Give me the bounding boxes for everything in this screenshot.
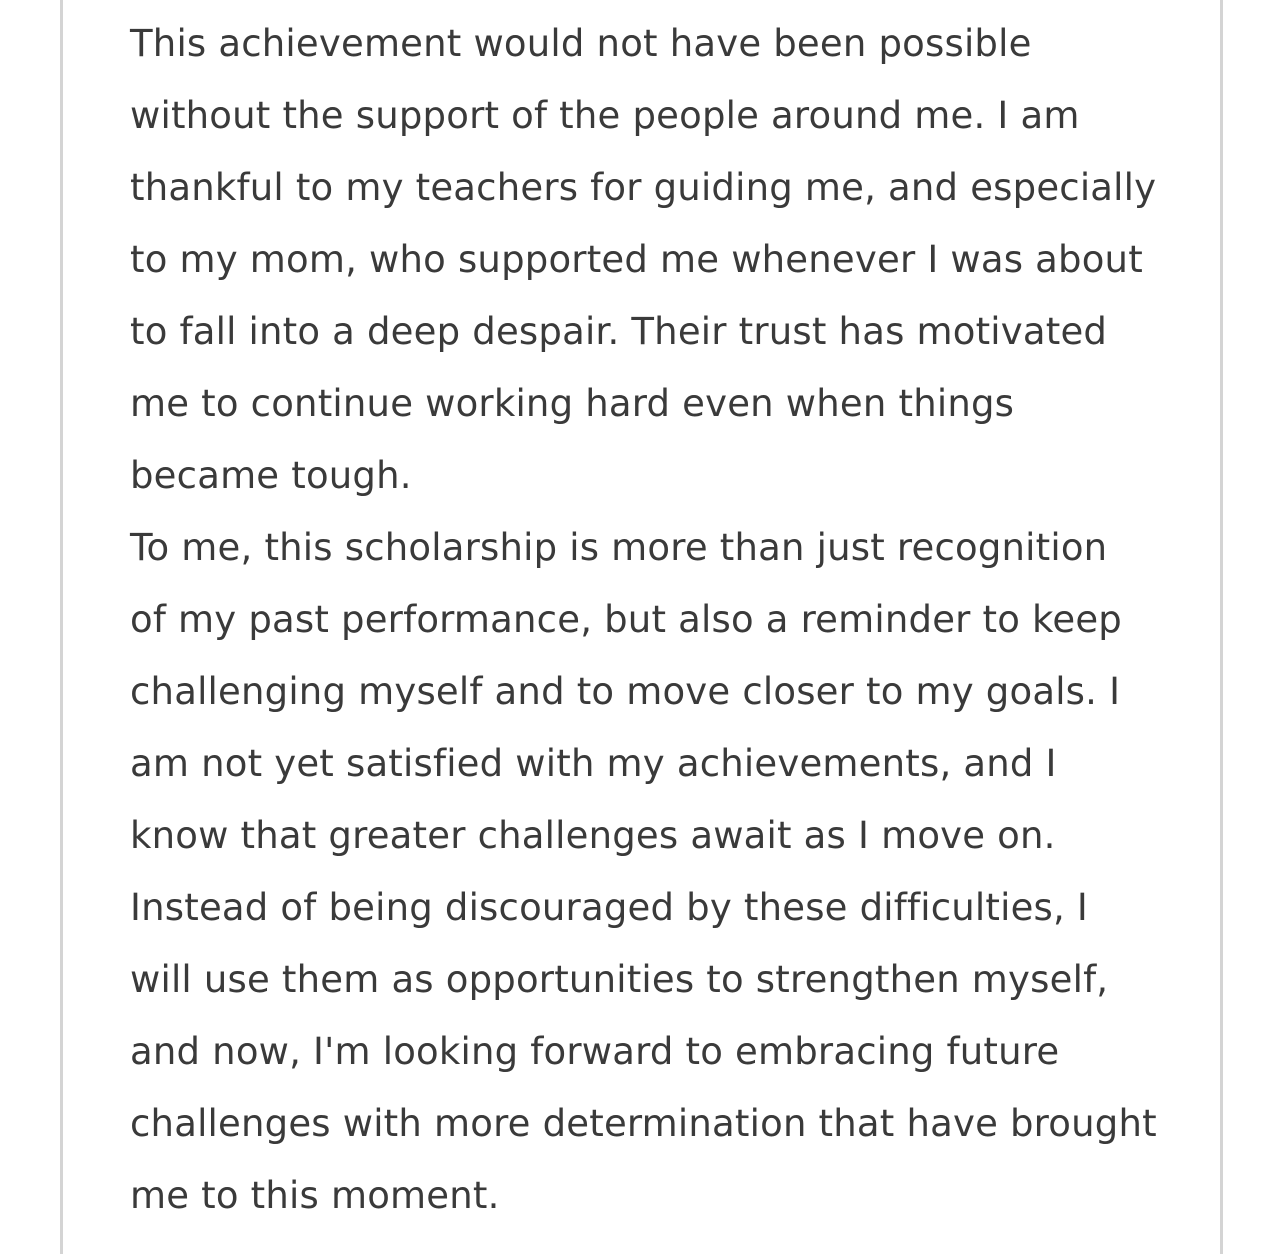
right-border (1220, 0, 1223, 1254)
article-body (130, 8, 1170, 1232)
text-line: me to continue working hard even when things (130, 382, 1015, 425)
text-line: am not yet satisfied with my achievements, and I (130, 742, 1057, 785)
text-line: became tough. (130, 454, 412, 497)
text-line: This achievement would not have been possible (130, 22, 1032, 65)
text-line: Instead of being discouraged by these difficulties, I (130, 886, 1089, 929)
text-line: To me, this scholarship is more than just recognition (130, 526, 1108, 569)
text-line: challenges with more determination that have brought (130, 1102, 1157, 1145)
text-line: without the support of the people around me. I am (130, 94, 1080, 137)
paragraph-scholarship (130, 512, 1170, 1232)
text-line: to fall into a deep despair. Their trust has motivated (130, 310, 1108, 353)
text-line: thankful to my teachers for guiding me, and especially (130, 166, 1157, 209)
text-line: me to this moment. (130, 1174, 500, 1217)
text-line: and now, I'm looking forward to embracing future (130, 1030, 1060, 1073)
text-line: know that greater challenges await as I move on. (130, 814, 1056, 857)
text-line: of my past performance, but also a reminder to keep (130, 598, 1122, 641)
text-line: will use them as opportunities to strengthen myself, (130, 958, 1109, 1001)
paragraph-acknowledgement (130, 8, 1170, 512)
text-line: to my mom, who supported me whenever I was about (130, 238, 1143, 281)
left-border (60, 0, 63, 1254)
text-line: challenging myself and to move closer to my goals. I (130, 670, 1121, 713)
